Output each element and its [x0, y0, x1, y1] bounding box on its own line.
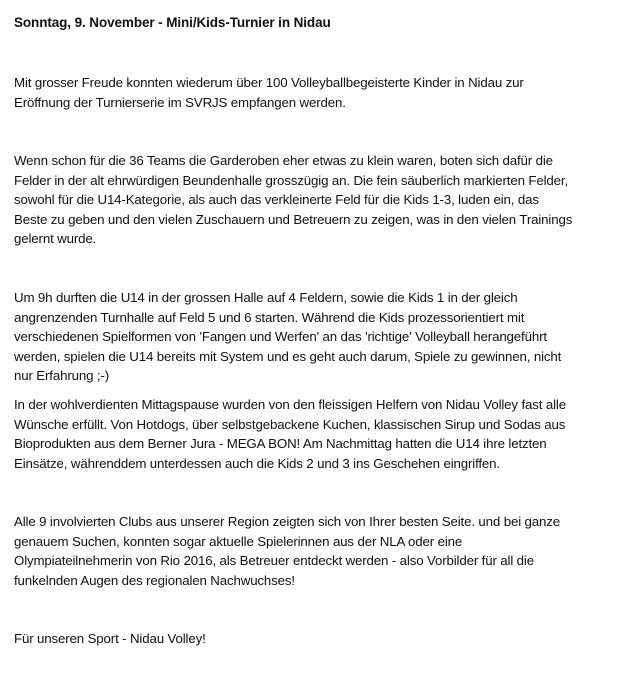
text-line: Felder in der alt ehrwürdigen Beundenhalle grosszügig an. Die fein säuberlich markierten Felder,	[14, 172, 568, 188]
text-line: Mit grosser Freude konnten wiederum über 100 Volleyballbegeisterte Kinder in Nidau zur	[14, 75, 524, 90]
text-line: Olympiateilnehmerin von Rio 2016, als Betreuer entdeckt werden - also Vorbilder für all die	[14, 553, 534, 569]
text-line: Bioprodukten aus dem Berner Jura - MEGA BON! Am Nachmittag hatten die U14 ihre letzten	[14, 436, 547, 452]
text-line: Einsätze, währenddem unterdessen auch die Kids 2 und 3 ins Geschehen eingriffen.	[14, 455, 500, 471]
text-line: Eröffnung der Turnierserie im SVRJS empfangen werden.	[14, 94, 346, 110]
text-line: angrenzenden Turnhalle auf Feld 5 und 6 starten. Während die Kids prozessorientiert mit	[14, 309, 525, 325]
text-line: Alle 9 involvierten Clubs aus unserer Region zeigten sich von Ihrer besten Seite. und bei ganze	[14, 514, 561, 529]
article-title: Sonntag, 9. November - Mini/Kids-Turnier in Nidau	[14, 15, 331, 30]
text-line: Beste zu geben und den vielen Zuschauern und Betreuern zu zeigen, was in den vielen Trainings	[14, 211, 573, 227]
text-line: Wenn schon für die 36 Teams die Garderoben eher etwas zu klein waren, boten sich dafür die	[14, 153, 553, 168]
text-line: Für unseren Sport - Nidau Volley!	[14, 631, 206, 646]
paragraph-intro	[14, 73, 624, 112]
text-line: verschiedenen Spielformen von 'Fangen und Werfen' an das 'richtige' Volleyball herangeführt	[14, 329, 547, 345]
text-line: genauem Suchen, konnten sogar aktuelle Spielerinnen aus der NLA oder eine	[14, 533, 463, 549]
paragraph-clubs	[14, 512, 624, 590]
paragraph-closing	[14, 629, 624, 649]
text-line: In der wohlverdienten Mittagspause wurden von den fleissigen Helfern von Nidau Volley fast alle	[14, 397, 566, 412]
paragraph-lunch	[14, 395, 624, 473]
text-line: sowohl für die U14-Kategorie, als auch das verkleinerte Feld für die Kids 1-3, luden ein, das	[14, 192, 539, 208]
paragraph-schedule	[14, 288, 624, 386]
text-line: Wünsche erfüllt. Von Hotdogs, über selbstgebackene Kuchen, klassischen Sirup und Sodas aus	[14, 416, 566, 432]
text-line: werden, spielen die U14 bereits mit System und es geht auch darum, Spiele zu gewinnen, nicht	[14, 348, 562, 364]
text-line: Um 9h durften die U14 in der grossen Halle auf 4 Feldern, sowie die Kids 1 in der gleich	[14, 290, 518, 305]
text-line: gelernt wurde.	[14, 231, 97, 247]
paragraph-venue	[14, 151, 624, 249]
text-line: nur Erfahrung ;-)	[14, 368, 110, 384]
text-line: funkelnden Augen des regionalen Nachwuchses!	[14, 572, 295, 588]
